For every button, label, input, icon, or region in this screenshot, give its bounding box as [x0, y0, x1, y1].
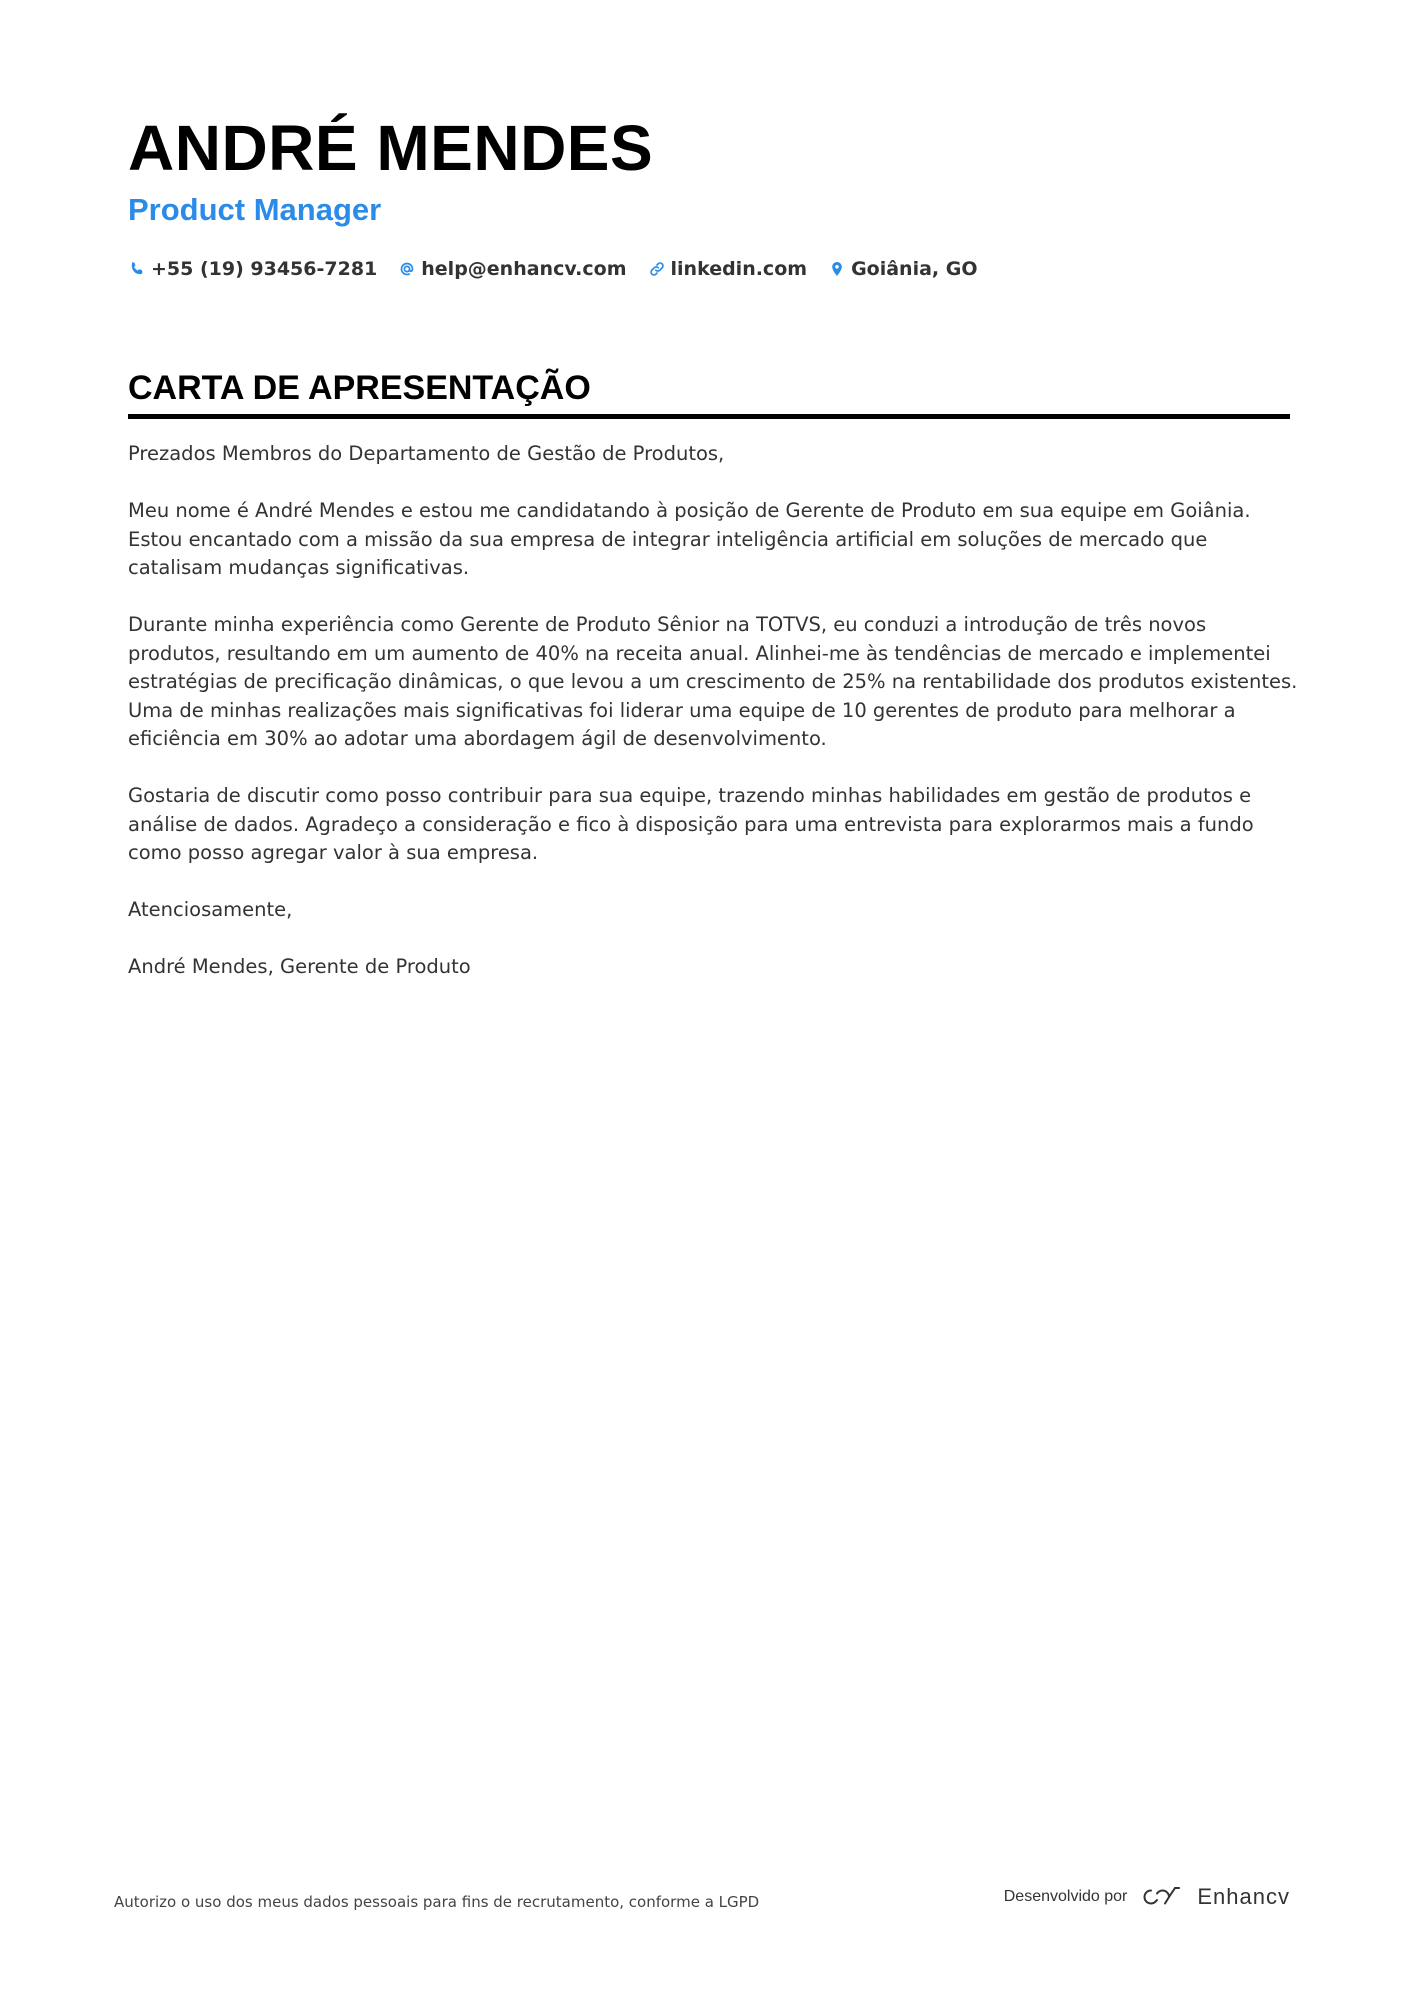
letter-closing: Atenciosamente, [128, 898, 293, 921]
email-text: help@enhancv.com [421, 258, 627, 280]
contact-linkedin[interactable] [648, 258, 808, 280]
candidate-role: Product Manager [128, 192, 382, 227]
letter-greeting: Prezados Membros do Departamento de Gestão de Produtos, [128, 442, 725, 465]
letter-paragraph: Durante minha experiência como Gerente de Produto Sênior na TOTVS, eu conduzi a introdução de três novos produtos, resultando em um aumento de 40% na receita anual. Alinhei-me às tendências de mercado e implementei estratégias de precificação dinâmicas, o que levou a um crescimento de 25% na rentabilidade dos produtos existentes. Uma de minhas realizações mais significativas foi liderar uma equipe de 10 gerentes de produto para melhorar a eficiência em 30% ao adotar uma abordagem ágil de desenvolvimento. [128, 613, 1298, 750]
location-text: Goiânia, GO [851, 258, 978, 280]
powered-by[interactable] [1004, 1884, 1290, 1910]
consent-note: Autorizo o uso dos meus dados pessoais para fins de recrutamento, conforme a LGPD [114, 1893, 760, 1911]
contact-bar [128, 254, 1288, 284]
letter-signature: André Mendes, Gerente de Produto [128, 955, 471, 978]
enhancv-logo-icon [1139, 1885, 1185, 1909]
phone-text: +55 (19) 93456-7281 [151, 258, 378, 280]
candidate-name: ANDRÉ MENDES [128, 112, 654, 184]
letter-paragraph: Meu nome é André Mendes e estou me candidatando à posição de Gerente de Produto em sua equipe em Goiânia. Estou encantado com a missão da sua empresa de integrar inteligência artificial em soluções de mercado que catalisam mudanças significativas. [128, 499, 1251, 579]
brand-name: Enhancv [1197, 1884, 1290, 1909]
contact-phone [128, 258, 377, 280]
location-pin-icon [828, 260, 846, 278]
header [128, 110, 1288, 284]
phone-icon [128, 260, 146, 278]
powered-by-label: Desenvolvido por [1003, 1888, 1128, 1905]
contact-email[interactable] [398, 258, 626, 280]
section-title: CARTA DE APRESENTAÇÃO [128, 366, 1290, 419]
letter-paragraph: Gostaria de discutir como posso contribuir para sua equipe, trazendo minhas habilidades em gestão de produtos e análise de dados. Agradeço a consideração e fico à disposição para uma entrevista para explorarmos mais a fundo como posso agregar valor à sua empresa. [128, 784, 1254, 864]
at-icon [398, 260, 416, 278]
contact-location [828, 258, 977, 280]
link-icon [648, 260, 666, 278]
letter-body [128, 440, 1298, 1010]
linkedin-text: linkedin.com [670, 258, 808, 280]
